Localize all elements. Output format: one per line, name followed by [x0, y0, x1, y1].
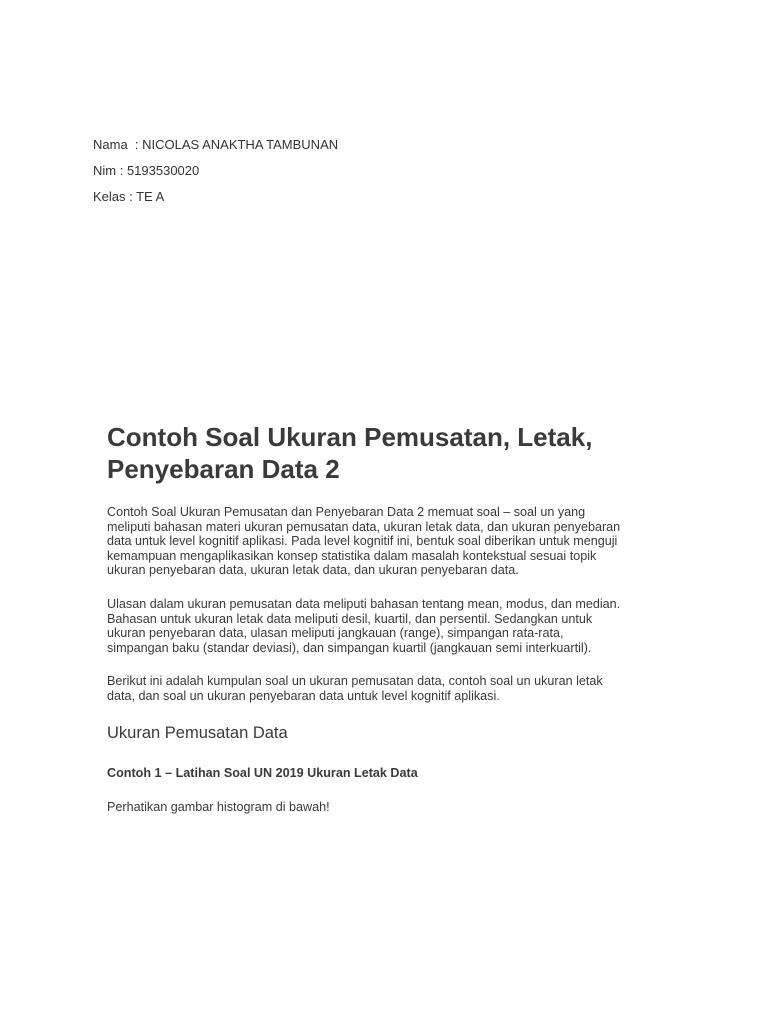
title-line: Penyebaran Data 2	[107, 454, 340, 484]
text-line: data, dan soal un ukuran penyebaran data untuk level kognitif aplikasi.	[107, 688, 500, 703]
text-line: Contoh Soal Ukuran Pemusatan dan Penyebaran Data 2 memuat soal – soal un yang	[107, 505, 586, 519]
paragraph-intro	[107, 505, 620, 578]
text-line: ukuran penyebaran data, ukuran letak data, dan ukuran penyebaran data.	[107, 563, 519, 578]
student-name: Nama : NICOLAS ANAKTHA TAMBUNAN	[93, 137, 339, 152]
section-heading: Ukuran Pemusatan Data	[107, 724, 288, 742]
title-line: Contoh Soal Ukuran Pemusatan, Letak,	[107, 422, 593, 452]
student-class: Kelas : TE A	[93, 189, 165, 204]
paragraph-berikut	[107, 674, 603, 703]
paragraph-ulasan	[107, 597, 620, 655]
text-line: ukuran penyebaran data, ulasan meliputi jangkauan (range), simpangan rata-rata,	[107, 626, 564, 641]
student-nim: Nim : 5193530020	[93, 163, 200, 178]
text-line: simpangan baku (standar deviasi), dan simpangan kuartil (jangkauan semi interkuartil).	[107, 640, 592, 655]
text-line: Berikut ini adalah kumpulan soal un ukuran pemusatan data, contoh soal un ukuran letak	[107, 674, 603, 688]
text-line: Ulasan dalam ukuran pemusatan data meliputi bahasan tentang mean, modus, dan median.	[107, 597, 621, 611]
text-line: Bahasan untuk ukuran letak data meliputi desil, kuartil, dan persentil. Sedangkan untuk	[107, 611, 593, 626]
document-title	[107, 421, 592, 485]
example-heading: Contoh 1 – Latihan Soal UN 2019 Ukuran Letak Data	[107, 766, 418, 780]
text-line: kemampuan mengaplikasikan konsep statistika dalam masalah kontekstual sesuai topik	[107, 548, 597, 563]
instruction-text: Perhatikan gambar histogram di bawah!	[107, 800, 330, 814]
text-line: meliputi bahasan materi ukuran pemusatan data, ukuran letak data, dan ukuran penyebaran	[107, 519, 621, 534]
text-line: data untuk level kognitif aplikasi. Pada level kognitif ini, bentuk soal diberikan untuk menguji	[107, 534, 618, 549]
